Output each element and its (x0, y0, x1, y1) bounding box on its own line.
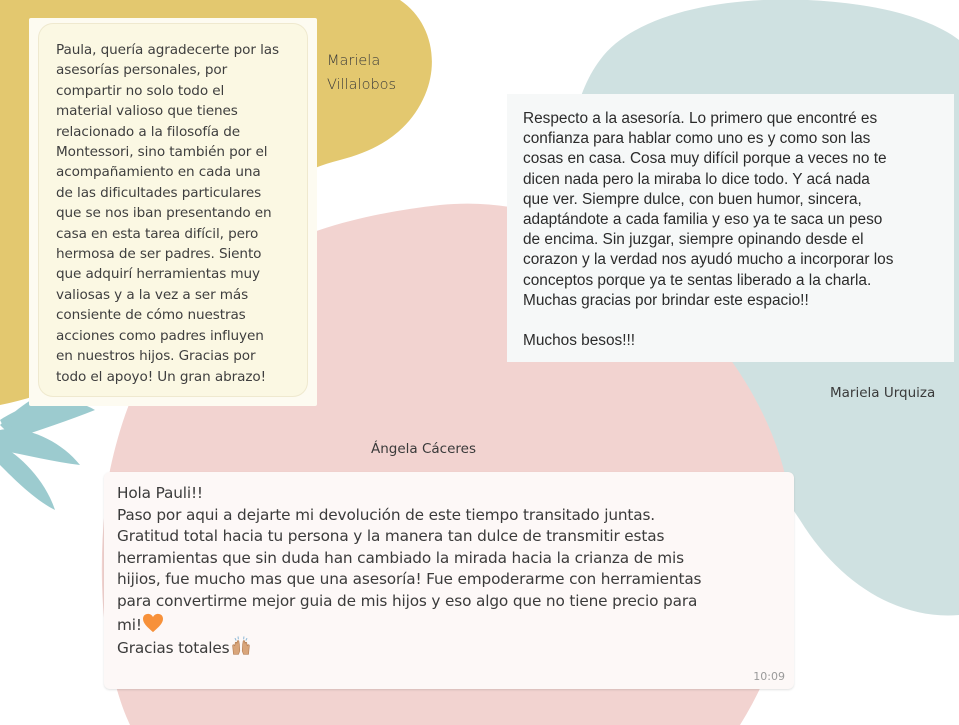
message-line: Gracias totales (117, 639, 230, 658)
raising-hands-icon (230, 636, 252, 656)
testimonial-text: Paula, quería agradecerte por las asesorías personales, por compartir no solo todo el material valioso que tienes relacionado a la filosofía de Montessori, sino también por el acompañamiento en cada una de las dificultades particulares que se nos iban presentando en casa en esta tarea difícil, pero hermosa de ser padres. Siento que adquirí herramientas muy valiosas y a la vez a ser más consiente de cómo nuestras acciones como padres influyen en nuestros hijos. Gracias por todo el apoyo! Un gran abrazo! (56, 42, 279, 385)
message-line: Paso por aqui a dejarte mi devolución de este tiempo transitado juntas. (117, 505, 656, 524)
author-name-villalobos: Mariela Villalobos (327, 53, 397, 93)
message-line-with-hands (117, 636, 767, 660)
testimonial-card-villalobos (29, 18, 317, 406)
message-line: para convertirme mejor guia de mis hijos y eso algo que no tiene precio para (117, 591, 698, 610)
message-line: Hola Pauli!! (117, 484, 203, 502)
message-line: Gratitud total hacia tu persona y la manera tan dulce de transmitir estas (117, 527, 665, 546)
message-line: herramientas que sin duda han cambiado la mirada hacia la crianza de mis (117, 548, 684, 567)
message-timestamp: 10:09 (753, 670, 785, 683)
testimonial-text: Respecto a la asesoría. Lo primero que encontré es confianza para hablar como uno es y como son las cosas en casa. Cosa muy difícil porque a veces no te dicen nada pero la miraba lo dice todo. Y acá nada que ver. Siempre dulce, con buen humor, sincera, adaptándote a cada familia y eso ya te saca un peso de encima. Sin juzgar, siempre opinando desde el corazon y la verdad nos ayudó mucho a incorporar los conceptos porque ya te sentas liberado a la charla. Muchas gracias por brindar este espacio!! Muchos besos!!! (523, 110, 894, 350)
orange-heart-icon (142, 613, 164, 633)
message-line-with-heart (117, 613, 767, 637)
testimonial-card-caceres (104, 472, 794, 689)
author-name-caceres: Ángela Cáceres (371, 441, 477, 457)
message-line: mi! (117, 615, 142, 634)
author-name-urquiza: Mariela Urquiza (830, 385, 936, 401)
testimonial-card-urquiza (507, 94, 954, 362)
testimonial-text (117, 483, 767, 660)
message-line: hijios, fue mucho mas que una asesoría! Fue empoderarme con herramientas (117, 570, 702, 589)
